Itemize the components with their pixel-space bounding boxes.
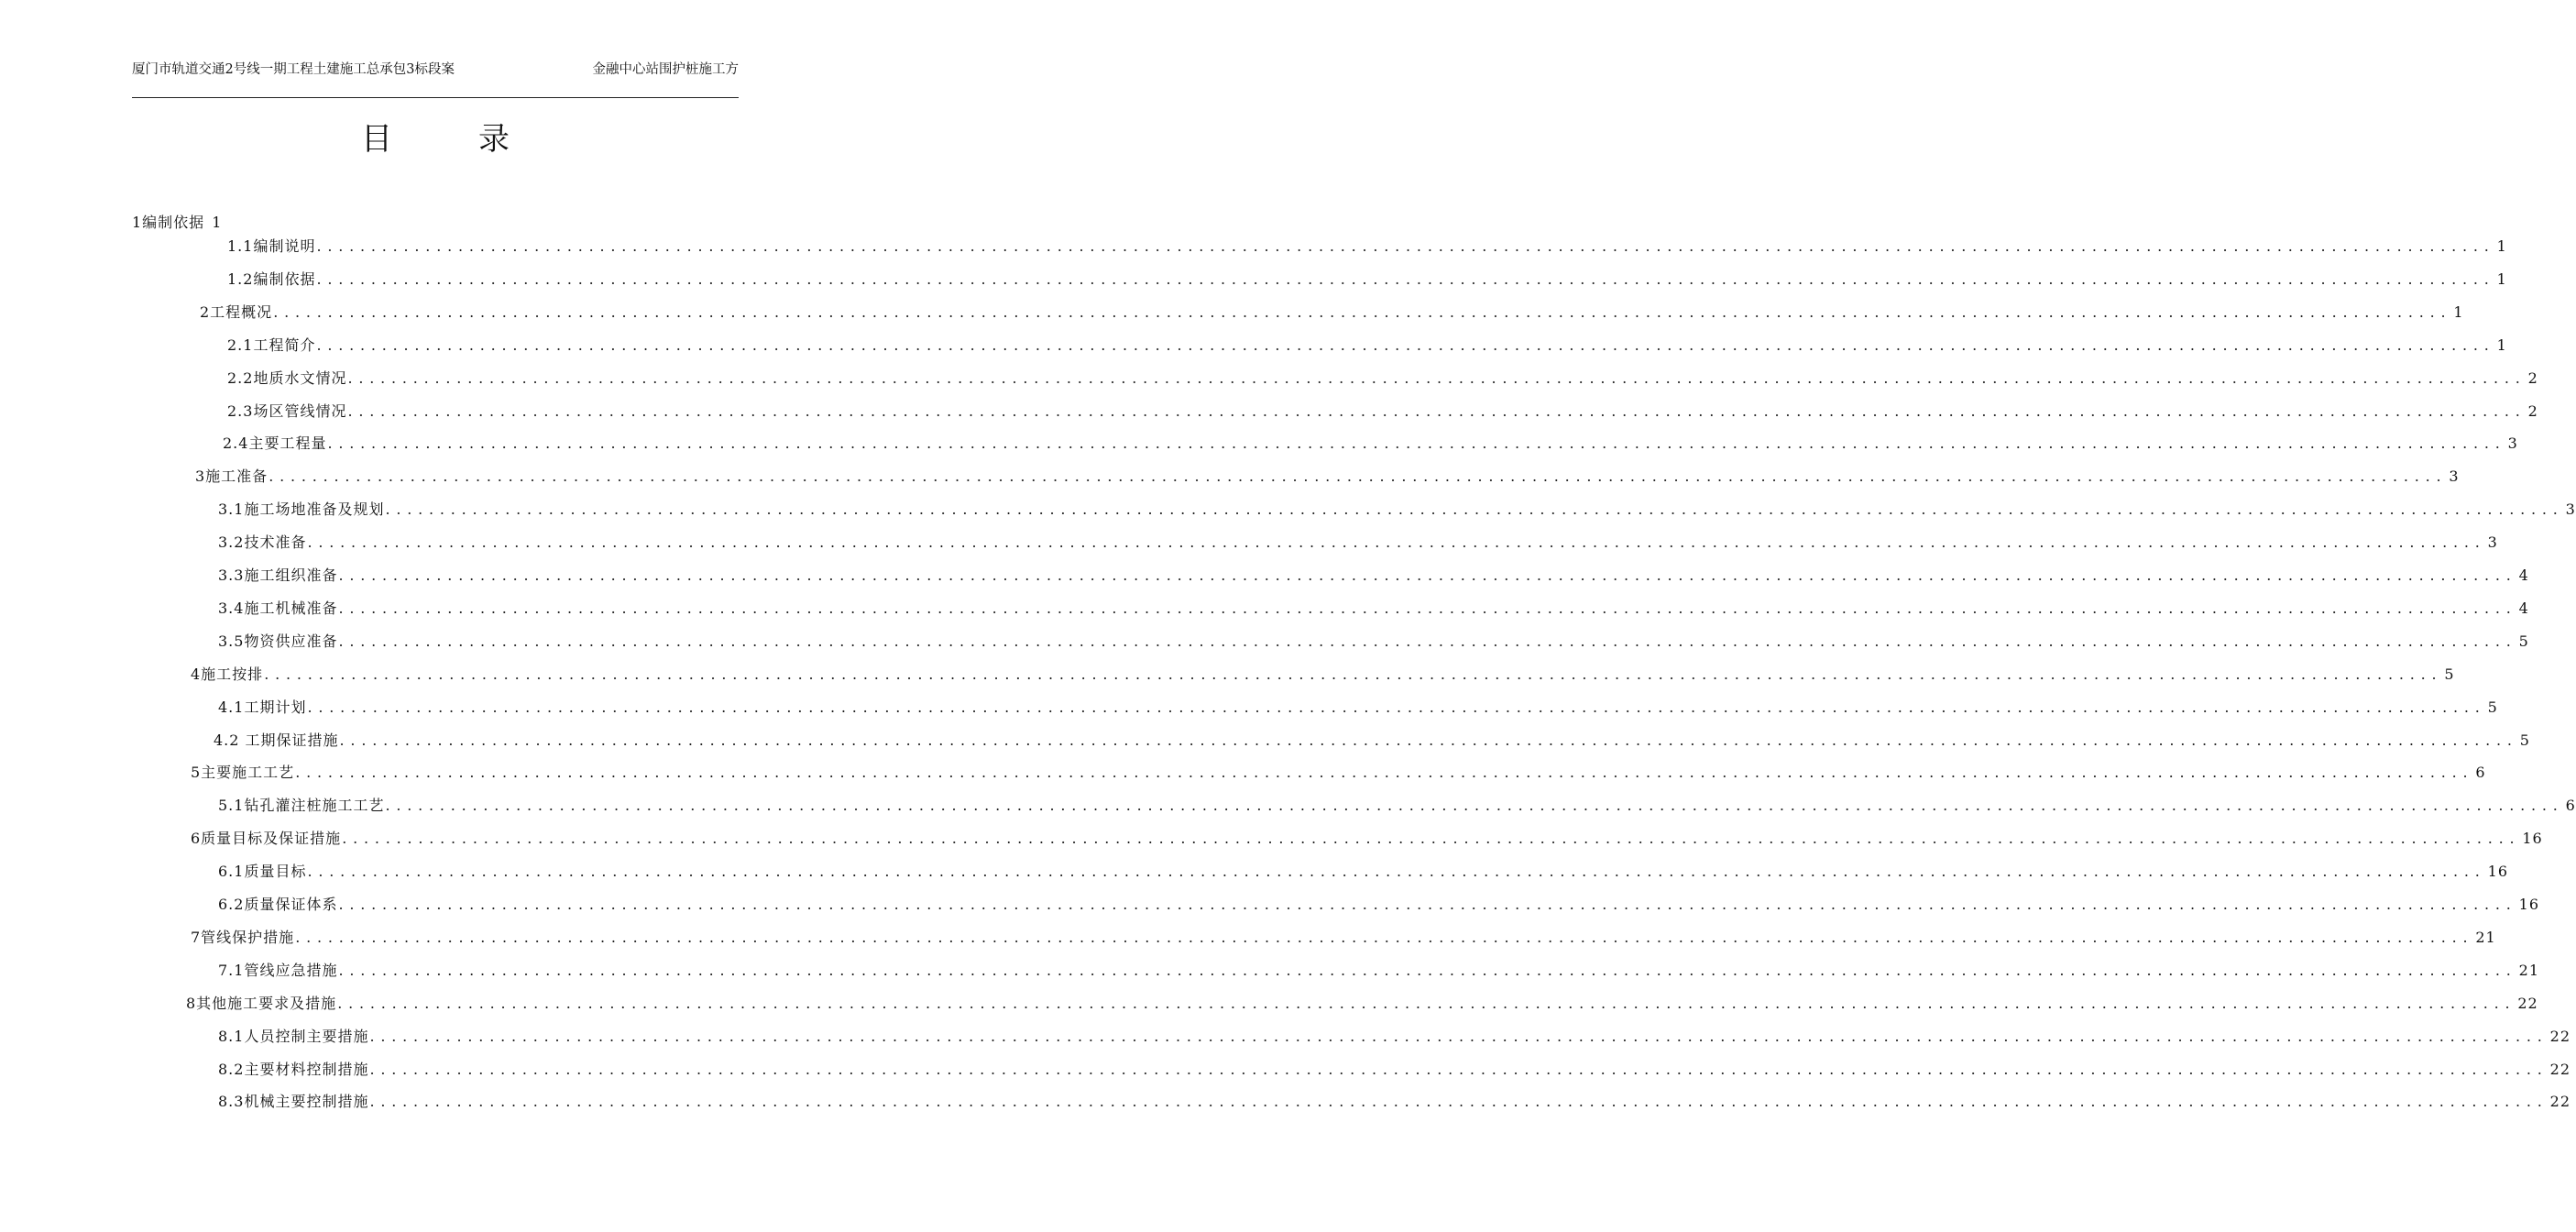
- toc-entry-page: 16: [2522, 830, 2543, 848]
- toc-entry-page: 5: [2444, 665, 2455, 683]
- toc-entry-label: 2工程概况: [200, 302, 273, 321]
- toc-entry[interactable]: [227, 334, 2507, 358]
- toc-dot-leader: ........................................................................................................................................................................................................: [295, 764, 2474, 782]
- toc-entry[interactable]: [191, 663, 2455, 687]
- toc-dot-leader: ........................................................................................................................................................................................................: [339, 731, 2518, 749]
- toc-entry[interactable]: [223, 432, 2518, 456]
- toc-entry-label: 4.1工期计划: [218, 698, 307, 716]
- toc-entry[interactable]: [200, 301, 2464, 324]
- toc-entry-page: 5: [2519, 731, 2530, 749]
- header-left-text: 厦门市轨道交通2号线一期工程土建施工总承包3标段案: [132, 62, 455, 77]
- toc-entry-page: 4: [2518, 566, 2529, 584]
- toc-entry[interactable]: [186, 992, 2538, 1016]
- toc-entry-label: 3施工准备: [195, 468, 269, 486]
- toc-entry-label: 3.2技术准备: [218, 534, 307, 552]
- toc-entry-page: 22: [2517, 994, 2538, 1012]
- toc-entry[interactable]: [218, 564, 2529, 588]
- toc-entry[interactable]: [218, 498, 2576, 522]
- toc-entry-label: 2.2地质水文情况: [227, 368, 347, 387]
- toc-dot-leader: ........................................................................................................................................................................................................: [338, 566, 2517, 584]
- toc-entry-label: 4施工按排: [191, 665, 264, 683]
- toc-dot-leader: ........................................................................................................................................................................................................: [338, 632, 2517, 650]
- toc-dot-leader: ........................................................................................................................................................................................................: [316, 336, 2495, 354]
- toc-entry-label: 1编制依据: [132, 214, 205, 231]
- toc-entry[interactable]: [218, 531, 2498, 555]
- toc-entry-page: 2: [2527, 402, 2538, 420]
- toc-entry[interactable]: [218, 860, 2508, 884]
- toc-dot-leader: ........................................................................................................................................................................................................: [342, 830, 2521, 848]
- toc-entry-label: 2.4主要工程量: [223, 434, 327, 453]
- toc-dot-leader: ........................................................................................................................................................................................................: [338, 599, 2517, 617]
- toc-entry[interactable]: [218, 1025, 2571, 1049]
- toc-entry-label: 4.2 工期保证措施: [214, 731, 339, 749]
- toc-entry-page: 22: [2549, 1060, 2571, 1078]
- toc-entry-label: 3.1施工场地准备及规划: [218, 500, 385, 519]
- toc-entry[interactable]: [218, 696, 2498, 720]
- toc-dot-leader: ........................................................................................................................................................................................................: [385, 797, 2564, 815]
- toc-dot-leader: ........................................................................................................................................................................................................: [369, 1027, 2549, 1045]
- toc-dot-leader: ........................................................................................................................................................................................................: [264, 665, 2443, 683]
- toc-entry[interactable]: [191, 827, 2543, 851]
- toc-entry-label: 2.1工程简介: [227, 336, 316, 354]
- toc-entry-label: 8.2主要材料控制措施: [218, 1060, 369, 1078]
- toc-entry-label: 5主要施工工艺: [191, 764, 295, 782]
- toc-entry-page: 5: [2487, 698, 2498, 716]
- toc-entry-label: 5.1钻孔灌注桩施工工艺: [218, 797, 385, 815]
- toc-dot-leader: ........................................................................................................................................................................................................: [316, 270, 2495, 288]
- toc-dot-leader: ........................................................................................................................................................................................................: [338, 961, 2517, 979]
- toc-entry[interactable]: [218, 794, 2576, 818]
- toc-entry[interactable]: [227, 235, 2507, 258]
- toc-entry-label: 8其他施工要求及措施: [186, 994, 337, 1012]
- toc-entry-page: 3: [2565, 500, 2576, 519]
- toc-entry-label: 8.1人员控制主要措施: [218, 1027, 369, 1045]
- toc-dot-leader: ........................................................................................................................................................................................................: [269, 468, 2448, 486]
- toc-entry-page: 21: [2518, 961, 2539, 979]
- toc-entry-page: 21: [2475, 928, 2496, 946]
- toc-dot-leader: ........................................................................................................................................................................................................: [273, 302, 2452, 321]
- toc-dot-leader: ........................................................................................................................................................................................................: [307, 534, 2486, 552]
- toc-entry-page: 1: [212, 214, 223, 231]
- toc-dot-leader: ........................................................................................................................................................................................................: [327, 434, 2506, 453]
- toc-entry-page: 4: [2518, 599, 2529, 617]
- toc-entry-label: 7.1管线应急措施: [218, 961, 338, 979]
- toc-dot-leader: ........................................................................................................................................................................................................: [337, 994, 2516, 1012]
- toc-dot-leader: ........................................................................................................................................................................................................: [338, 896, 2517, 913]
- toc-entry-page: 16: [2487, 863, 2508, 881]
- toc-entry-page: 2: [2527, 368, 2538, 387]
- toc-dot-leader: ........................................................................................................................................................................................................: [295, 928, 2474, 946]
- toc-entry[interactable]: [218, 1058, 2571, 1082]
- toc-entry-page: 22: [2549, 1093, 2571, 1111]
- toc-title: 目 录: [361, 121, 537, 158]
- toc-entry-label: 6质量目标及保证措施: [191, 830, 342, 848]
- toc-entry-label: 3.5物资供应准备: [218, 632, 338, 650]
- toc-entry-page: 1: [2496, 270, 2507, 288]
- toc-entry[interactable]: [227, 268, 2507, 292]
- toc-entry-page: 1: [2496, 336, 2507, 354]
- toc-entry[interactable]: [191, 926, 2496, 950]
- toc-dot-leader: ........................................................................................................................................................................................................: [369, 1093, 2549, 1111]
- toc-entry-page: 1: [2496, 237, 2507, 255]
- toc-entry-page: 3: [2449, 468, 2460, 486]
- toc-entry[interactable]: [218, 959, 2539, 983]
- toc-entry-label: 3.4施工机械准备: [218, 599, 338, 617]
- toc-entry-label: 8.3机械主要控制措施: [218, 1093, 369, 1111]
- toc-entry-page: 3: [2487, 534, 2498, 552]
- toc-entry-page: 5: [2518, 632, 2529, 650]
- toc-dot-leader: ........................................................................................................................................................................................................: [347, 402, 2527, 420]
- toc-entry[interactable]: [218, 893, 2539, 917]
- toc-entry-page: 1: [2453, 302, 2464, 321]
- toc-dot-leader: ........................................................................................................................................................................................................: [385, 500, 2564, 519]
- toc-entry-label: 1.1编制说明: [227, 237, 316, 255]
- toc-entry[interactable]: [218, 630, 2529, 654]
- toc-dot-leader: ........................................................................................................................................................................................................: [316, 237, 2495, 255]
- toc-dot-leader: ........................................................................................................................................................................................................: [307, 863, 2486, 881]
- toc-entry[interactable]: [218, 597, 2529, 621]
- toc-entry-label: 6.2质量保证体系: [218, 896, 338, 913]
- toc-dot-leader: ........................................................................................................................................................................................................: [307, 698, 2486, 716]
- toc-dot-leader: ........................................................................................................................................................................................................: [369, 1060, 2549, 1078]
- toc-entry-label: 3.3施工组织准备: [218, 566, 338, 584]
- toc-entry[interactable]: [195, 465, 2460, 489]
- toc-entry[interactable]: [191, 761, 2486, 785]
- toc-entry-page: 6: [2475, 764, 2486, 782]
- toc-entry[interactable]: [227, 367, 2538, 390]
- toc-dot-leader: ........................................................................................................................................................................................................: [347, 368, 2527, 387]
- toc-entry-label: 6.1质量目标: [218, 863, 307, 881]
- toc-entry-label: 2.3场区管线情况: [227, 402, 347, 420]
- toc-entry-page: 3: [2507, 434, 2518, 453]
- toc-entry[interactable]: [218, 1090, 2571, 1114]
- toc-entry[interactable]: [227, 400, 2538, 424]
- toc-entry-page: 22: [2549, 1027, 2571, 1045]
- toc-entry-page: 16: [2518, 896, 2539, 913]
- toc-entry-label: 1.2编制依据: [227, 270, 316, 288]
- header-right-text: 金融中心站围护桩施工方: [592, 62, 739, 77]
- toc-entry-page: 6: [2565, 797, 2576, 815]
- toc-entry[interactable]: [214, 729, 2530, 753]
- toc-entry-label: 7管线保护措施: [191, 928, 295, 946]
